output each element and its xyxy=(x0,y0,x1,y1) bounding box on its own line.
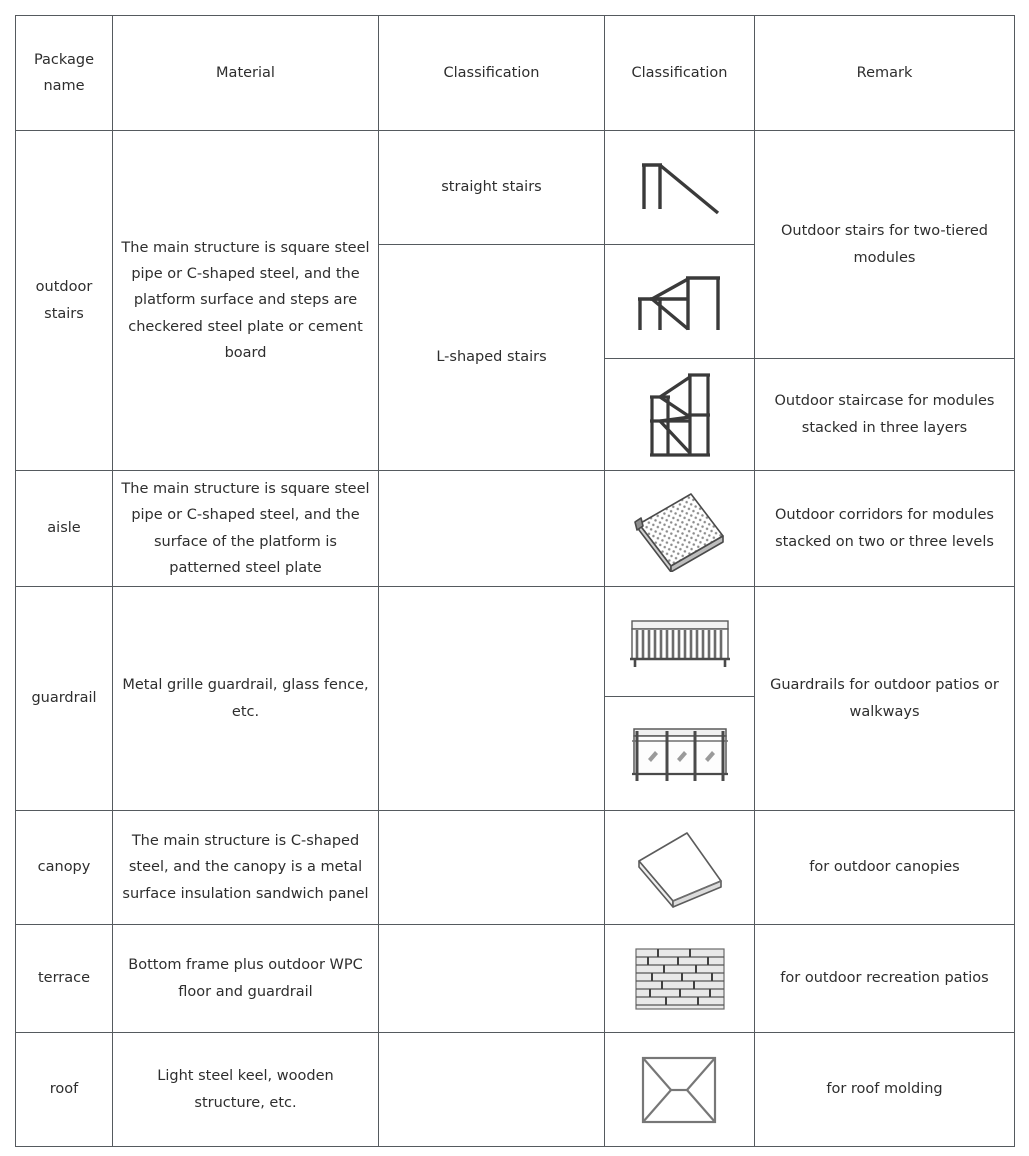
straight-stairs-icon xyxy=(613,157,746,219)
package-name-line1: outdoor xyxy=(35,279,93,296)
table-header-row xyxy=(16,16,1015,131)
table-row xyxy=(16,131,1015,245)
package-name-line2: stairs xyxy=(44,305,84,322)
cell-classification-l-shaped-stairs: L-shaped stairs xyxy=(379,245,605,471)
cell-material-canopy: The main structure is C-shaped steel, and the canopy is a metal surface insulation sandwich panel xyxy=(113,811,379,925)
cell-icon-glass-fence xyxy=(605,697,755,811)
canopy-panel-icon xyxy=(613,827,746,909)
cell-material-terrace: Bottom frame plus outdoor WPC floor and guardrail xyxy=(113,925,379,1033)
cell-classification-aisle xyxy=(379,471,605,587)
cell-icon-metal-grille-railing xyxy=(605,587,755,697)
l-shaped-stairs-icon xyxy=(613,266,746,338)
header-package-name xyxy=(16,16,113,131)
cell-remark-guardrail: Guardrails for outdoor patios or walkways xyxy=(755,587,1015,811)
cell-package-name-aisle: aisle xyxy=(16,471,113,587)
table-row xyxy=(16,925,1015,1033)
cell-remark-aisle: Outdoor corridors for modules stacked on two or three levels xyxy=(755,471,1015,587)
header-package-name-line1: Package xyxy=(33,51,95,68)
cell-classification-canopy xyxy=(379,811,605,925)
cell-remark-two-tiered: Outdoor stairs for two-tiered modules xyxy=(755,131,1015,359)
cell-remark-canopy: for outdoor canopies xyxy=(755,811,1015,925)
cell-icon-three-layer-stairs xyxy=(605,359,755,471)
cell-package-name-guardrail: guardrail xyxy=(16,587,113,811)
cell-icon-terrace xyxy=(605,925,755,1033)
cell-classification-roof xyxy=(379,1033,605,1147)
cell-remark-terrace: for outdoor recreation patios xyxy=(755,925,1015,1033)
cell-classification-straight-stairs: straight stairs xyxy=(379,131,605,245)
header-classification-2: Classification xyxy=(605,16,755,131)
cell-material-outdoor-stairs: The main structure is square steel pipe or C-shaped steel, and the platform surface and steps are checkered steel plate or cement board xyxy=(113,131,379,471)
header-package-name-line2: name xyxy=(43,78,85,94)
cell-icon-canopy xyxy=(605,811,755,925)
cell-package-name-outdoor-stairs xyxy=(16,131,113,471)
metal-grille-railing-icon xyxy=(613,611,746,673)
three-layer-stairs-icon xyxy=(613,369,746,461)
cell-icon-roof xyxy=(605,1033,755,1147)
cell-classification-guardrail xyxy=(379,587,605,811)
cell-material-aisle: The main structure is square steel pipe or C-shaped steel, and the surface of the platform is patterned steel plate xyxy=(113,471,379,587)
cell-package-name-terrace: terrace xyxy=(16,925,113,1033)
table-row xyxy=(16,811,1015,925)
cell-package-name-canopy: canopy xyxy=(16,811,113,925)
cell-icon-aisle xyxy=(605,471,755,587)
cell-package-name-roof: roof xyxy=(16,1033,113,1147)
table-row xyxy=(16,471,1015,587)
hip-roof-icon xyxy=(613,1050,746,1130)
table-row xyxy=(16,1033,1015,1147)
cell-classification-terrace xyxy=(379,925,605,1033)
wpc-decking-icon xyxy=(613,943,746,1015)
cell-material-guardrail: Metal grille guardrail, glass fence, etc. xyxy=(113,587,379,811)
header-classification-1: Classification xyxy=(379,16,605,131)
glass-fence-icon xyxy=(613,717,746,791)
table-row xyxy=(16,587,1015,697)
header-material: Material xyxy=(113,16,379,131)
package-components-table xyxy=(15,15,1015,1147)
cell-remark-roof: for roof molding xyxy=(755,1033,1015,1147)
cell-icon-l-shaped-stairs xyxy=(605,245,755,359)
perforated-walkway-icon xyxy=(613,486,746,572)
cell-remark-three-layers: Outdoor staircase for modules stacked in three layers xyxy=(755,359,1015,471)
header-remark: Remark xyxy=(755,16,1015,131)
cell-icon-straight-stairs xyxy=(605,131,755,245)
cell-material-roof: Light steel keel, wooden structure, etc. xyxy=(113,1033,379,1147)
